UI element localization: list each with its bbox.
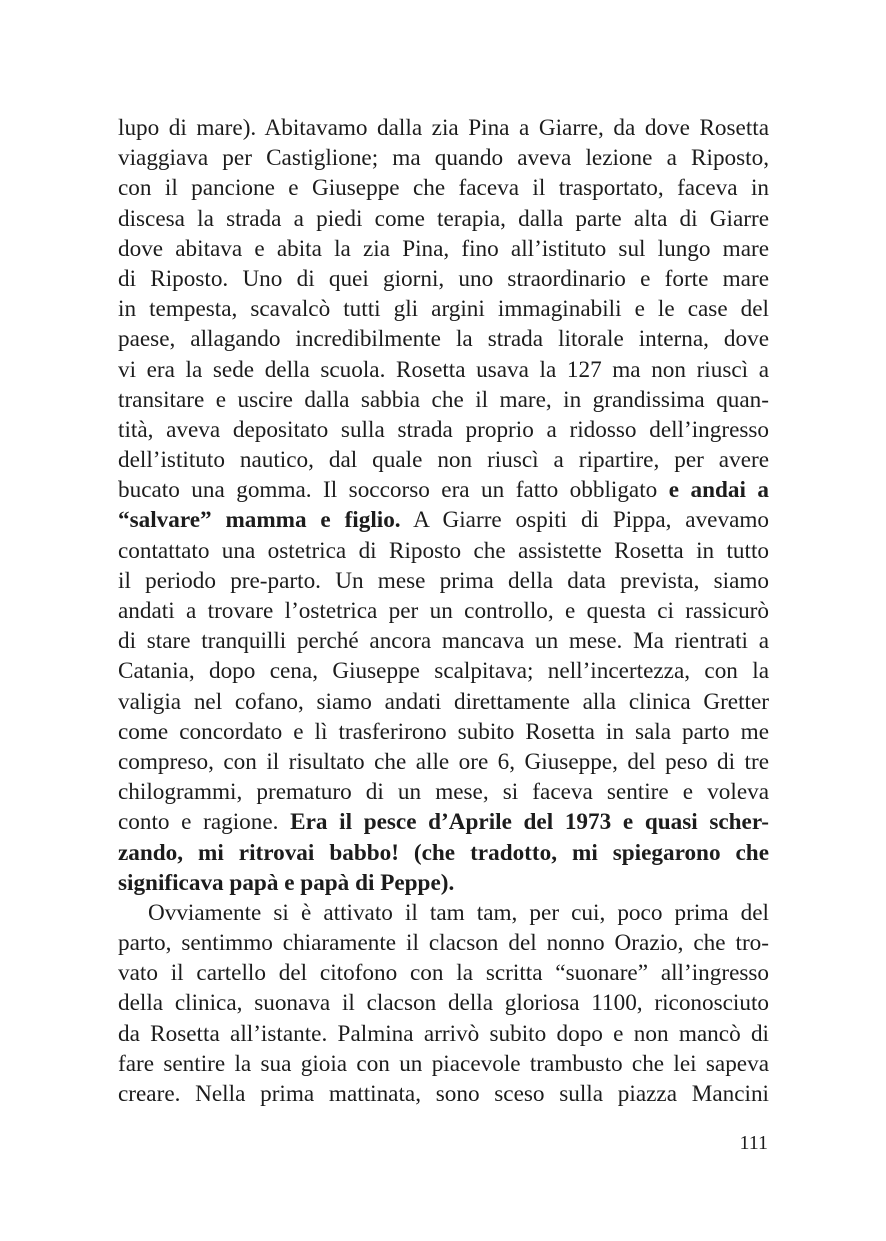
text-line	[118, 143, 769, 173]
text-span: di stare tranquilli perché ancora mancava un mese. Ma rientrati a	[118, 628, 769, 655]
text-line	[118, 838, 769, 868]
text-span: transitare e uscire dalla sabbia che il mare, in grandissima quan-	[118, 386, 769, 413]
text-line	[118, 324, 769, 354]
text-line	[118, 928, 769, 958]
text-line	[118, 294, 769, 324]
text-span: vato il cartello del citofono con la scritta “suonare” all’ingresso	[118, 960, 769, 987]
text-line	[118, 385, 769, 415]
bold-text: zando, mi ritrovai babbo! (che tradotto, mi spiegarono che	[118, 839, 769, 866]
text-span: contattato una ostetrica di Riposto che assistette Rosetta in tutto	[118, 537, 769, 564]
page-body	[118, 113, 769, 1109]
text-span: bucato una gomma. Il soccorso era un fatto obbligato	[118, 477, 669, 504]
text-line	[118, 868, 769, 898]
text-line	[118, 777, 769, 807]
text-span: A Giarre ospiti di Pippa, avevamo	[400, 507, 769, 534]
text-line	[118, 173, 769, 203]
text-line	[118, 656, 769, 686]
text-span: tità, aveva depositato sulla strada proprio a ridosso dell’ingresso	[118, 416, 769, 443]
text-line	[118, 717, 769, 747]
text-line	[118, 596, 769, 626]
text-span: Catania, dopo cena, Giuseppe scalpitava; nell’incertezza, con la	[118, 658, 769, 685]
text-line	[118, 988, 769, 1018]
text-line	[118, 898, 769, 928]
text-line	[118, 264, 769, 294]
bold-text: Era il pesce d’Aprile del 1973 e quasi scher-	[290, 809, 769, 836]
text-span: chilogrammi, prematuro di un mese, si faceva sentire e voleva	[118, 779, 769, 806]
text-line	[118, 234, 769, 264]
text-line	[118, 807, 769, 837]
bold-text: significava papà e papà di Peppe).	[118, 869, 455, 896]
text-line	[118, 505, 769, 535]
text-line	[118, 1019, 769, 1049]
text-span: della clinica, suonava il clacson della gloriosa 1100, riconosciuto	[118, 990, 769, 1017]
text-span: da Rosetta all’istante. Palmina arrivò subito dopo e non mancò di	[118, 1020, 769, 1047]
text-line	[118, 747, 769, 777]
text-span: vi era la sede della scuola. Rosetta usava la 127 ma non riuscì a	[118, 356, 769, 383]
text-span: conto e ragione.	[118, 809, 291, 836]
text-span: come concordato e lì trasferirono subito Rosetta in sala parto me	[118, 718, 769, 745]
text-span: viaggiava per Castiglione; ma quando aveva lezione a Riposto,	[118, 145, 769, 172]
bold-text: e andai a	[668, 477, 769, 504]
text-line	[118, 536, 769, 566]
text-span: andati a trovare l’ostetrica per un controllo, e questa ci rassicurò	[118, 598, 769, 624]
text-line	[118, 355, 769, 385]
text-span: paese, allagando incredibilmente la strada litorale interna, dove	[118, 326, 769, 353]
text-span: compreso, con il risultato che alle ore 6, Giuseppe, del peso di tre	[118, 748, 769, 775]
text-line	[118, 415, 769, 445]
text-line	[118, 204, 769, 234]
text-span: valigia nel cofano, siamo andati direttamente alla clinica Gretter	[118, 688, 769, 715]
text-span: fare sentire la sua gioia con un piacevole trambusto che lei sapeva	[118, 1050, 769, 1077]
text-line	[118, 566, 769, 596]
text-line	[118, 1049, 769, 1079]
text-span: parto, sentimmo chiaramente il clacson del nonno Orazio, che tro-	[118, 930, 769, 957]
text-line	[118, 113, 769, 143]
text-line	[118, 626, 769, 656]
text-span: in tempesta, scavalcò tutti gli argini immaginabili e le case del	[118, 296, 769, 323]
text-span: dove abitava e abita la zia Pina, fino all’istituto sul lungo mare	[118, 235, 769, 262]
page-number: 111	[739, 1132, 768, 1154]
text-line	[118, 958, 769, 988]
text-span: lupo di mare). Abitavamo dalla zia Pina a Giarre, da dove Rosetta	[118, 115, 769, 141]
text-span: Ovviamente si è attivato il tam tam, per cui, poco prima del	[148, 899, 769, 926]
bold-text: “salvare” mamma e figlio.	[118, 507, 401, 534]
text-span: creare. Nella prima mattinata, sono sceso sulla piazza Mancini	[118, 1081, 769, 1107]
text-span: con il pancione e Giuseppe che faceva il trasportato, faceva in	[118, 175, 769, 202]
text-line	[118, 1079, 769, 1109]
text-span: il periodo pre-parto. Un mese prima della data prevista, siamo	[118, 567, 769, 594]
text-line	[118, 687, 769, 717]
text-line	[118, 475, 769, 505]
text-span: dell’istituto nautico, dal quale non riuscì a ripartire, per avere	[118, 447, 769, 474]
text-line	[118, 445, 769, 475]
text-span: di Riposto. Uno di quei giorni, uno straordinario e forte mare	[118, 265, 769, 292]
text-span: discesa la strada a piedi come terapia, dalla parte alta di Giarre	[118, 205, 769, 232]
